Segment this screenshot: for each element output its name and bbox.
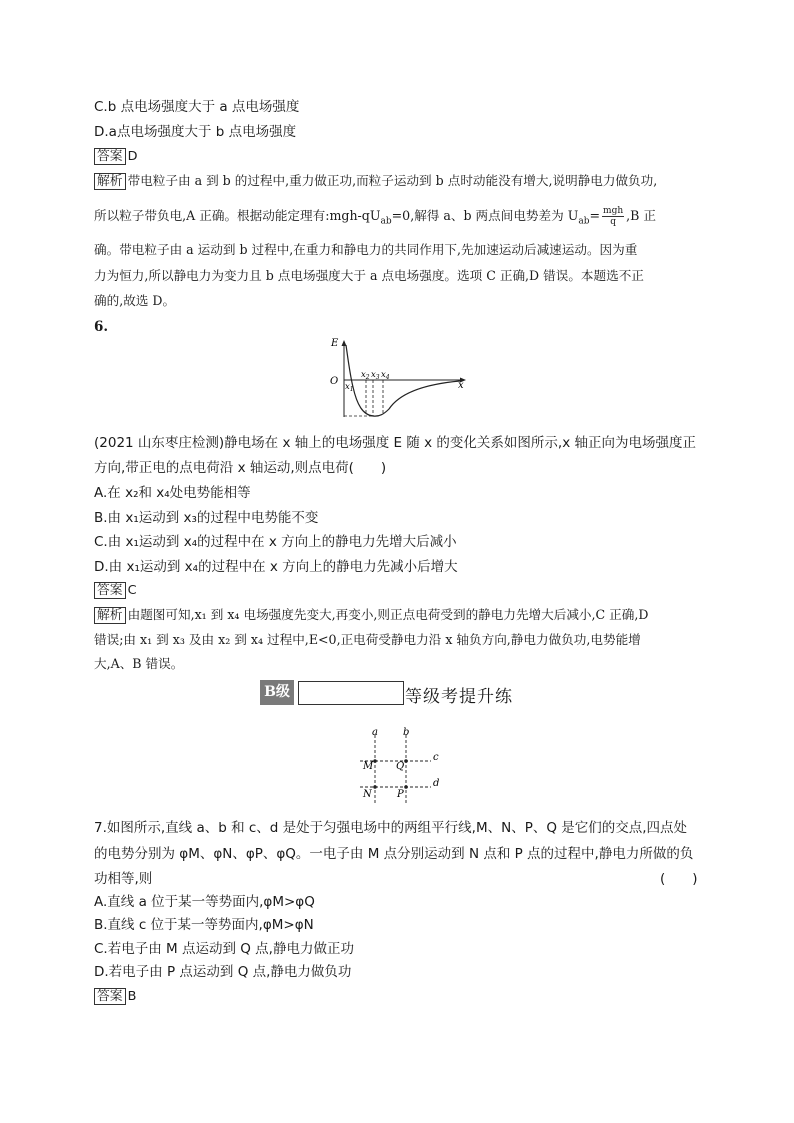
q6-explain-line-3: 大,A、B 错误。 bbox=[94, 656, 184, 671]
graph-label-x2: $x_2$ bbox=[361, 370, 370, 381]
e-x-graph bbox=[325, 337, 475, 425]
label-b: b bbox=[403, 727, 410, 738]
point-m bbox=[373, 759, 377, 763]
q7-answer: B bbox=[127, 989, 137, 1004]
q7-stem-2: 的电势分别为 φM、φN、φP、φQ。一电子由 M 点分别运动到 N 点和 P 点的过程中,静电力所做的负 bbox=[94, 846, 694, 862]
q5-option-d: D.a点电场强度大于 b 点电场强度 bbox=[94, 124, 297, 140]
answer-label: 答案 bbox=[94, 148, 126, 165]
explain-label: 解析 bbox=[94, 607, 126, 624]
q6-option-d: D.由 x₁运动到 x₄的过程中在 x 方向上的静电力先减小后增大 bbox=[94, 559, 458, 575]
label-p: P bbox=[397, 789, 404, 800]
q7-option-c: C.若电子由 M 点运动到 Q 点,静电力做正功 bbox=[94, 941, 354, 957]
q5-option-c: C.b 点电场强度大于 a 点电场强度 bbox=[94, 99, 300, 115]
q5-explain-line-3: 确。带电粒子由 a 运动到 b 过程中,在重力和静电力的共同作用下,先加速运动后减速运动。因为重 bbox=[94, 242, 638, 257]
q6-answer-line bbox=[94, 582, 137, 600]
graph-label-x3: $x_3$ bbox=[371, 370, 380, 381]
q7-stem-3: 功相等,则 bbox=[94, 871, 153, 887]
graph-label-x: x bbox=[458, 380, 464, 391]
parallel-lines-figure bbox=[355, 727, 445, 807]
graph-label-x1: $x_1$ bbox=[345, 382, 354, 393]
q5-explain-2b: =0,解得 a、b 两点间电势差为 U bbox=[391, 208, 579, 223]
q6-option-c: C.由 x₁运动到 x₄的过程中在 x 方向上的静电力先增大后减小 bbox=[94, 534, 457, 550]
q6-option-a: A.在 x₂和 x₄处电势能相等 bbox=[94, 485, 251, 501]
level-banner bbox=[260, 679, 535, 707]
q5-explain-text-1: 带电粒子由 a 到 b 的过程中,重力做正功,而粒子运动到 b 点时动能没有增大,说明静电力做负功, bbox=[127, 173, 658, 188]
label-a: a bbox=[372, 727, 378, 738]
label-n: N bbox=[363, 789, 372, 800]
q7-answer-line bbox=[94, 988, 136, 1006]
label-m: M bbox=[363, 761, 374, 772]
fraction-mgh-q bbox=[602, 206, 624, 227]
q7-option-d: D.若电子由 P 点运动到 Q 点,静电力做负功 bbox=[94, 964, 352, 980]
q5-sub-ab-2: ab bbox=[578, 216, 590, 227]
point-n bbox=[373, 785, 377, 789]
q5-answer: D bbox=[127, 149, 138, 164]
fraction-denominator: q bbox=[610, 217, 616, 227]
q6-explain-line-2: 错误;由 x₁ 到 x₃ 及由 x₂ 到 x₄ 过程中,E<0,正电荷受静电力沿 x 轴负方向,静电力做负功,电势能增 bbox=[94, 632, 641, 647]
q5-explain-line-2 bbox=[94, 206, 656, 231]
level-title: 等级考提升练 bbox=[405, 687, 513, 707]
graph-label-o: O bbox=[330, 376, 339, 387]
q5-explain-line-5: 确的,故选 D。 bbox=[94, 293, 176, 308]
q5-sub-ab-1: ab bbox=[380, 216, 392, 227]
q7-answer-paren: ( ) bbox=[660, 871, 698, 887]
q7-option-a: A.直线 a 位于某一等势面内,φM>φQ bbox=[94, 894, 315, 910]
label-c: c bbox=[433, 752, 439, 763]
level-badge: B级 bbox=[260, 680, 294, 705]
q5-explain-line-1 bbox=[94, 172, 657, 190]
q5-explain-2a: 所以粒子带负电,A 正确。根据动能定理有:mgh-qU bbox=[94, 208, 381, 223]
answer-label: 答案 bbox=[94, 582, 126, 599]
graph-label-x4: $x_4$ bbox=[381, 370, 390, 381]
q7-option-b: B.直线 c 位于某一等势面内,φM>φN bbox=[94, 917, 314, 933]
q6-option-b: B.由 x₁运动到 x₃的过程中电势能不变 bbox=[94, 510, 319, 526]
label-d: d bbox=[433, 778, 440, 789]
e-curve bbox=[346, 345, 460, 416]
q6-number: 6. bbox=[94, 319, 109, 335]
explain-label: 解析 bbox=[94, 173, 126, 190]
q6-stem-2: 方向,带正电的点电荷沿 x 轴运动,则点电荷( ) bbox=[94, 460, 387, 476]
point-q bbox=[404, 759, 408, 763]
q6-answer: C bbox=[127, 583, 137, 598]
fraction-numerator: mgh bbox=[603, 206, 624, 216]
point-p bbox=[404, 785, 408, 789]
graph-label-e: E bbox=[331, 338, 339, 349]
q5-explain-2c: = bbox=[589, 208, 601, 223]
q5-answer-line bbox=[94, 148, 137, 166]
q6-explain-text-1: 由题图可知,x₁ 到 x₄ 电场强度先变大,再变小,则正点电荷受到的静电力先增大后减小,C 正确,D bbox=[127, 607, 649, 622]
label-q: Q bbox=[396, 761, 405, 772]
answer-label: 答案 bbox=[94, 988, 126, 1005]
q5-explain-2d: ,B 正 bbox=[626, 208, 656, 223]
q6-explain-line-1 bbox=[94, 606, 648, 624]
level-badge-box bbox=[298, 681, 404, 705]
q5-explain-line-4: 力为恒力,所以静电力为变力且 b 点电场强度大于 a 点电场强度。选项 C 正确,D 错误。本题选不正 bbox=[94, 268, 644, 283]
q7-stem-1: 7.如图所示,直线 a、b 和 c、d 是处于匀强电场中的两组平行线,M、N、P、Q 是它们的交点,四点处 bbox=[94, 820, 688, 836]
q6-stem-1: (2021 山东枣庄检测)静电场在 x 轴上的电场强度 E 随 x 的变化关系如图所示,x 轴正向为电场强度正 bbox=[94, 435, 697, 451]
